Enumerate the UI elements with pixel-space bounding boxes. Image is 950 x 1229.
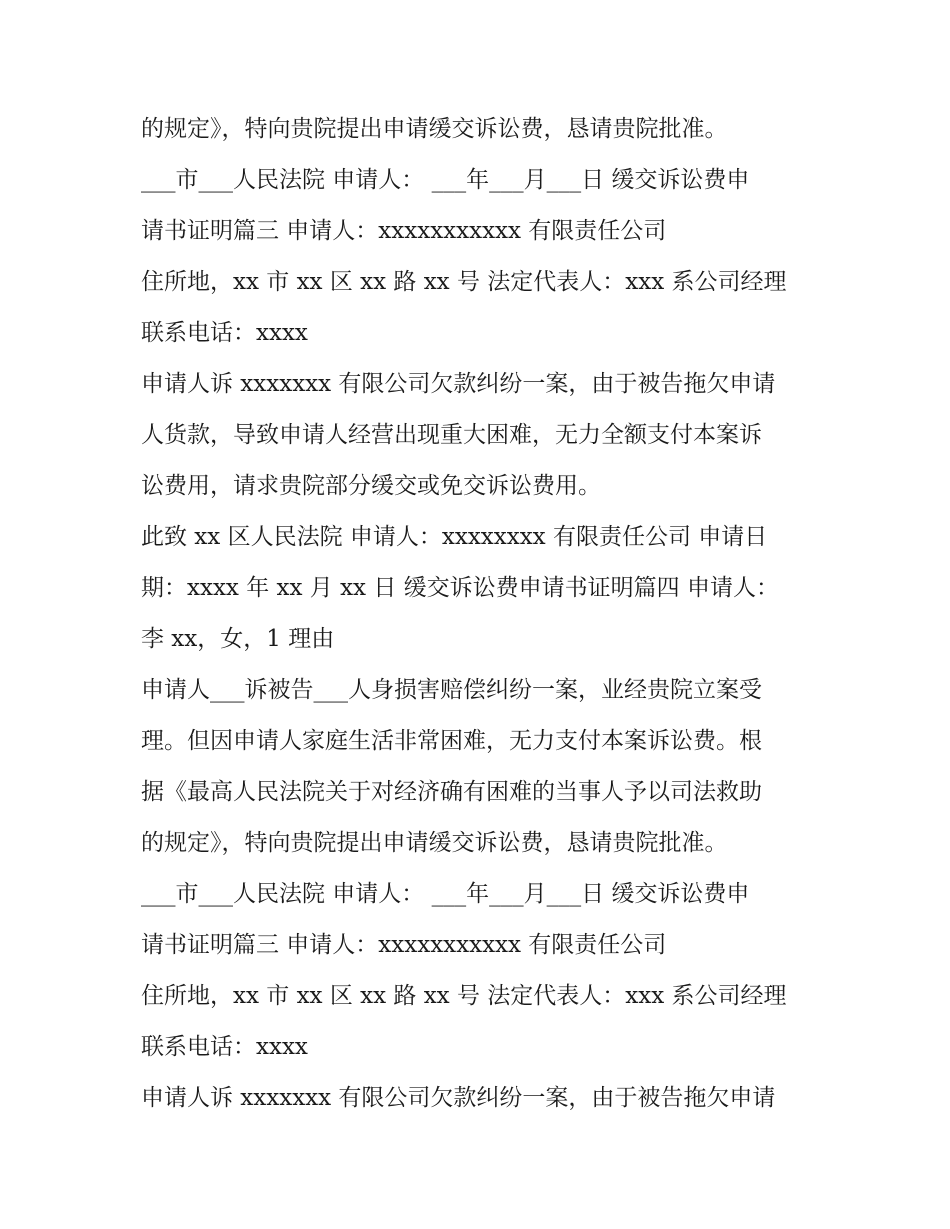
text-line: 李 xx，女，1 理由: [141, 626, 335, 652]
text-line: 申请人诉 xxxxxxx 有限公司欠款纠纷一案，由于被告拖欠申请: [141, 1085, 776, 1111]
text-line: 此致 xx 区人民法院 申请人：xxxxxxxx 有限责任公司 申请日: [141, 524, 768, 550]
text-line: 申请人诉 xxxxxxx 有限公司欠款纠纷一案，由于被告拖欠申请: [141, 371, 776, 397]
text-line: 请书证明篇三 申请人：xxxxxxxxxxx 有限责任公司: [141, 932, 667, 958]
text-line: ___市___人民法院 申请人： ___年___月___日 缓交诉讼费申: [141, 881, 750, 907]
text-line: 住所地，xx 市 xx 区 xx 路 xx 号 法定代表人：xxx 系公司经理: [141, 983, 787, 1009]
text-line: 住所地，xx 市 xx 区 xx 路 xx 号 法定代表人：xxx 系公司经理: [141, 269, 787, 295]
text-line: ___市___人民法院 申请人： ___年___月___日 缓交诉讼费申: [141, 167, 750, 193]
text-line: 申请人___诉被告___人身损害赔偿纠纷一案，业经贵院立案受: [141, 677, 762, 703]
text-line: 人货款，导致申请人经营出现重大困难，无力全额支付本案诉: [141, 422, 762, 448]
text-line: 的规定》，特向贵院提出申请缓交诉讼费，恳请贵院批准。: [141, 116, 728, 142]
text-line: 联系电话：xxxx: [141, 320, 308, 346]
text-line: 的规定》，特向贵院提出申请缓交诉讼费，恳请贵院批准。: [141, 830, 728, 856]
text-line: 请书证明篇三 申请人：xxxxxxxxxxx 有限责任公司: [141, 218, 667, 244]
text-line: 联系电话：xxxx: [141, 1034, 308, 1060]
document-body: [141, 104, 821, 1124]
text-line: 讼费用，请求贵院部分缓交或免交诉讼费用。: [141, 473, 601, 499]
text-line: 期：xxxx 年 xx 月 xx 日 缓交诉讼费申请书证明篇四 申请人：: [141, 575, 779, 601]
text-line: 理。但因申请人家庭生活非常困难，无力支付本案诉讼费。根: [141, 728, 762, 754]
text-line: 据《最高人民法院关于对经济确有困难的当事人予以司法救助: [141, 779, 762, 805]
